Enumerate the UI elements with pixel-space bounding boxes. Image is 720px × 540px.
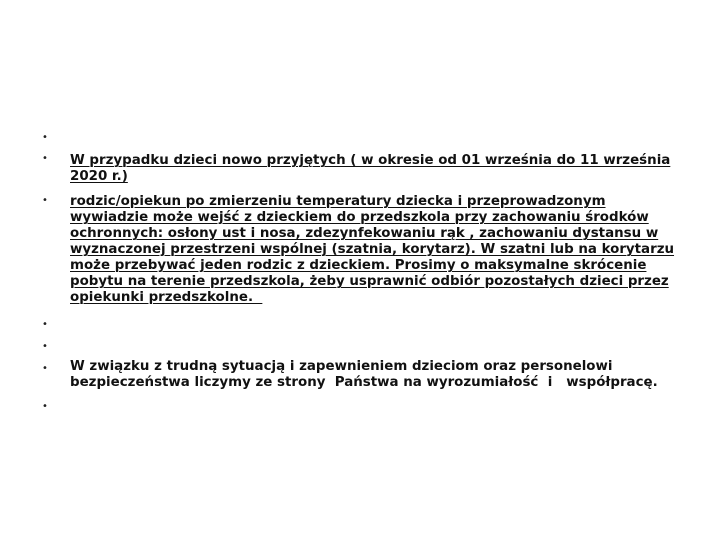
text-line: wyznaczonej przestrzeni wspólnej (szatnia, korytarz). W szatni lub na korytarzu <box>70 242 675 257</box>
paragraph-closing-request <box>70 359 680 391</box>
bullet-marker: • <box>42 341 48 352</box>
text-line: W związku z trudną sytuacją i zapewnieniem dzieciom oraz personelowi <box>70 359 613 374</box>
text-line: rodzic/opiekun po zmierzeniu temperatury dziecka i przeprowadzonym <box>70 194 606 209</box>
bullet-marker: • <box>42 319 48 330</box>
bullet-marker: • <box>42 363 48 374</box>
text-line: opiekunki przedszkolne. <box>70 290 263 305</box>
text-line: wywiadzie może wejść z dzieckiem do przedszkola przy zachowaniu środków <box>70 210 649 225</box>
text-line: W przypadku dzieci nowo przyjętych ( w okresie od 01 września do 11 września <box>70 153 671 168</box>
text-line: pobytu na terenie przedszkola, żeby usprawnić odbiór pozostałych dzieci przez <box>70 274 669 289</box>
text-line: bezpieczeństwa liczymy ze strony Państwa na wyrozumiałość i współpracę. <box>70 375 658 390</box>
bullet-marker: • <box>42 132 48 143</box>
bullet-marker: • <box>42 153 48 164</box>
paragraph-new-children <box>70 153 680 185</box>
bullet-marker: • <box>42 195 48 206</box>
bullet-marker: • <box>42 401 48 412</box>
text-line: może przebywać jeden rodzic z dzieckiem. Prosimy o maksymalne skrócenie <box>70 258 647 273</box>
text-line: 2020 r.) <box>70 169 128 184</box>
paragraph-parent-entry-rules <box>70 194 680 306</box>
text-line: ochronnych: osłony ust i nosa, zdezynfekowaniu rąk , zachowaniu dystansu w <box>70 226 659 241</box>
